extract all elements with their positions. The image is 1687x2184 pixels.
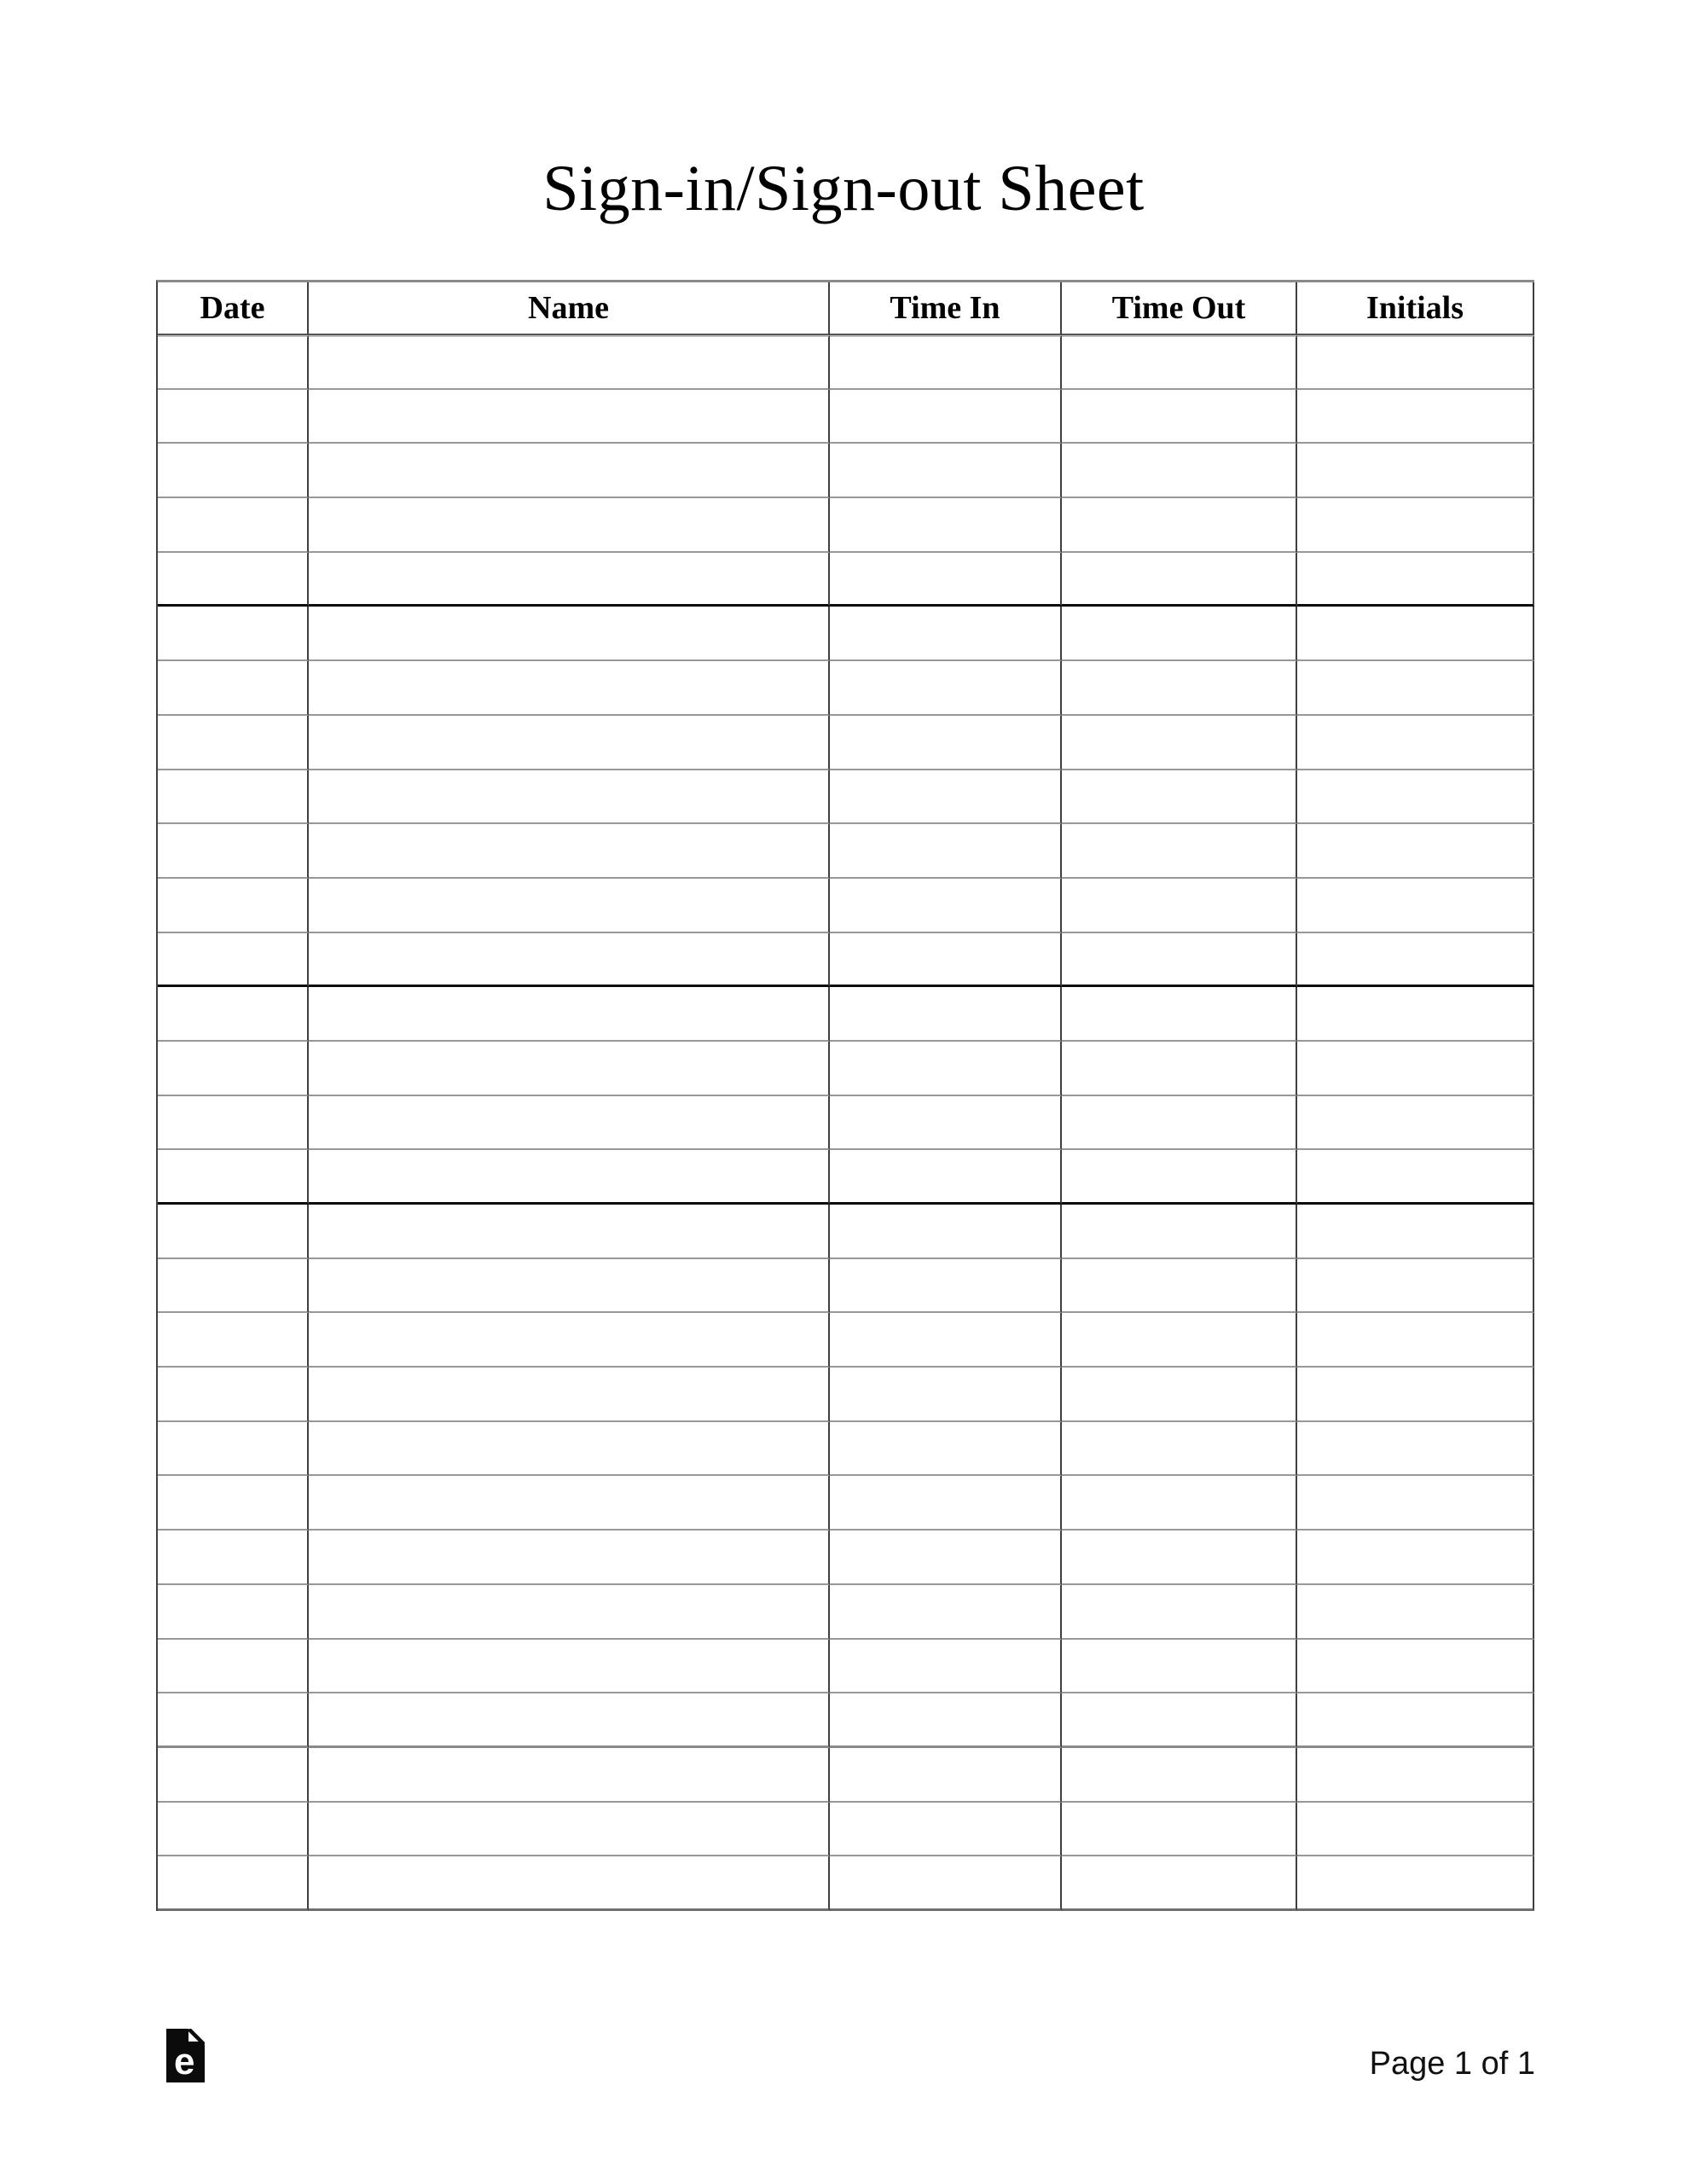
table-cell bbox=[1297, 444, 1534, 498]
table-cell bbox=[309, 1096, 830, 1151]
table-cell bbox=[1062, 824, 1297, 879]
table-row bbox=[158, 1259, 1534, 1314]
table-row bbox=[158, 1205, 1534, 1259]
table-row bbox=[158, 770, 1534, 825]
table-row bbox=[158, 1368, 1534, 1422]
table-cell bbox=[1297, 1693, 1534, 1748]
page-number: Page 1 of 1 bbox=[1369, 2046, 1535, 2082]
table-cell bbox=[830, 1259, 1062, 1314]
table-cell bbox=[309, 1422, 830, 1477]
table-cell bbox=[830, 1042, 1062, 1096]
table-cell bbox=[309, 1640, 830, 1694]
table-cell bbox=[309, 1368, 830, 1422]
column-header-time-out: Time Out bbox=[1062, 282, 1297, 335]
table-row bbox=[158, 553, 1534, 607]
table-cell bbox=[1297, 1748, 1534, 1803]
table-cell bbox=[309, 335, 830, 390]
table-cell bbox=[1297, 1803, 1534, 1857]
table-cell bbox=[158, 824, 309, 879]
table-cell bbox=[1297, 335, 1534, 390]
table-cell bbox=[309, 1856, 830, 1911]
table-cell bbox=[1062, 607, 1297, 661]
table-cell bbox=[1297, 1368, 1534, 1422]
table-row bbox=[158, 933, 1534, 988]
table-cell bbox=[1062, 553, 1297, 607]
table-row bbox=[158, 1693, 1534, 1748]
table-cell bbox=[158, 390, 309, 444]
table-cell bbox=[1062, 444, 1297, 498]
table-cell bbox=[309, 1259, 830, 1314]
table-cell bbox=[1297, 1313, 1534, 1368]
table-cell bbox=[830, 933, 1062, 988]
table-cell bbox=[1297, 987, 1534, 1042]
table-cell bbox=[830, 1205, 1062, 1259]
table-row bbox=[158, 716, 1534, 770]
table-cell bbox=[309, 770, 830, 825]
table-cell bbox=[1062, 1259, 1297, 1314]
table-cell bbox=[1297, 498, 1534, 553]
table-cell bbox=[309, 933, 830, 988]
table-cell bbox=[830, 770, 1062, 825]
table-cell bbox=[309, 498, 830, 553]
table-cell bbox=[158, 1640, 309, 1694]
table-row bbox=[158, 1422, 1534, 1477]
table-cell bbox=[1297, 1259, 1534, 1314]
table-row bbox=[158, 1856, 1534, 1911]
table-cell bbox=[1297, 1422, 1534, 1477]
table-cell bbox=[309, 607, 830, 661]
table-cell bbox=[158, 1368, 309, 1422]
table-cell bbox=[1297, 607, 1534, 661]
table-row bbox=[158, 1803, 1534, 1857]
table-cell bbox=[830, 1748, 1062, 1803]
table-cell bbox=[1062, 1585, 1297, 1640]
table-cell bbox=[158, 444, 309, 498]
table-cell bbox=[158, 933, 309, 988]
table-cell bbox=[830, 1693, 1062, 1748]
table-cell bbox=[158, 987, 309, 1042]
table-cell bbox=[309, 1803, 830, 1857]
table-cell bbox=[1062, 1693, 1297, 1748]
column-header-name: Name bbox=[309, 282, 830, 335]
table-row bbox=[158, 498, 1534, 553]
table-cell bbox=[309, 1531, 830, 1585]
table-cell bbox=[830, 335, 1062, 390]
table-cell bbox=[309, 1313, 830, 1368]
table-cell bbox=[1062, 716, 1297, 770]
table-cell bbox=[1062, 987, 1297, 1042]
table-cell bbox=[158, 1803, 309, 1857]
table-cell bbox=[158, 1585, 309, 1640]
table-row bbox=[158, 1150, 1534, 1205]
table-header-row bbox=[158, 282, 1534, 335]
table-cell bbox=[1062, 498, 1297, 553]
table-cell bbox=[1062, 879, 1297, 933]
table-cell bbox=[158, 1748, 309, 1803]
table-cell bbox=[158, 1259, 309, 1314]
sign-in-sheet-table bbox=[156, 280, 1534, 1911]
table-cell bbox=[1297, 1096, 1534, 1151]
table-cell bbox=[309, 1585, 830, 1640]
table-cell bbox=[158, 335, 309, 390]
table-cell bbox=[309, 661, 830, 716]
table-cell bbox=[830, 553, 1062, 607]
table-cell bbox=[1062, 1150, 1297, 1205]
table-cell bbox=[309, 444, 830, 498]
table-row bbox=[158, 1531, 1534, 1585]
table-cell bbox=[1297, 1042, 1534, 1096]
column-header-time-in: Time In bbox=[830, 282, 1062, 335]
table-cell bbox=[158, 1096, 309, 1151]
table-cell bbox=[830, 1150, 1062, 1205]
table-cell bbox=[309, 553, 830, 607]
table-cell bbox=[158, 1313, 309, 1368]
table-cell bbox=[1062, 933, 1297, 988]
table-cell bbox=[1297, 879, 1534, 933]
table-cell bbox=[309, 390, 830, 444]
table-cell bbox=[158, 716, 309, 770]
table-cell bbox=[158, 1693, 309, 1748]
table-cell bbox=[158, 1856, 309, 1911]
table-cell bbox=[309, 879, 830, 933]
table-cell bbox=[158, 1042, 309, 1096]
table-cell bbox=[309, 1476, 830, 1531]
table-cell bbox=[158, 1205, 309, 1259]
table-cell bbox=[1297, 1856, 1534, 1911]
table-cell bbox=[1062, 1748, 1297, 1803]
page-title: Sign-in/Sign-out Sheet bbox=[542, 153, 1145, 224]
table-row bbox=[158, 390, 1534, 444]
table-cell bbox=[1297, 661, 1534, 716]
table-cell bbox=[1297, 553, 1534, 607]
table-row bbox=[158, 1096, 1534, 1151]
table-cell bbox=[1062, 1803, 1297, 1857]
table-cell bbox=[830, 661, 1062, 716]
table-cell bbox=[158, 1531, 309, 1585]
table-row bbox=[158, 661, 1534, 716]
table-cell bbox=[830, 716, 1062, 770]
table-cell bbox=[309, 824, 830, 879]
table-cell bbox=[830, 1531, 1062, 1585]
table-cell bbox=[1062, 390, 1297, 444]
table-cell bbox=[830, 1096, 1062, 1151]
table-cell bbox=[1062, 1422, 1297, 1477]
table-cell bbox=[1297, 1640, 1534, 1694]
table-cell bbox=[830, 1422, 1062, 1477]
table-cell bbox=[1297, 390, 1534, 444]
table-cell bbox=[830, 879, 1062, 933]
table-cell bbox=[830, 390, 1062, 444]
table-cell bbox=[158, 498, 309, 553]
table-row bbox=[158, 607, 1534, 661]
table-cell bbox=[1297, 1476, 1534, 1531]
table-cell bbox=[158, 607, 309, 661]
table-row bbox=[158, 1313, 1534, 1368]
table-cell bbox=[1062, 1640, 1297, 1694]
table-cell bbox=[830, 1313, 1062, 1368]
table-cell bbox=[1062, 1856, 1297, 1911]
table-cell bbox=[830, 1640, 1062, 1694]
table-row bbox=[158, 1476, 1534, 1531]
table-cell bbox=[830, 987, 1062, 1042]
table-cell bbox=[1062, 1096, 1297, 1151]
eforms-logo bbox=[166, 2029, 205, 2082]
table-cell bbox=[1062, 1042, 1297, 1096]
table-cell bbox=[830, 1476, 1062, 1531]
table-cell bbox=[1062, 770, 1297, 825]
table-cell bbox=[830, 607, 1062, 661]
table-cell bbox=[1297, 1531, 1534, 1585]
table-cell bbox=[1297, 1205, 1534, 1259]
table-cell bbox=[1297, 716, 1534, 770]
table-cell bbox=[1062, 661, 1297, 716]
table-cell bbox=[1297, 824, 1534, 879]
table-row bbox=[158, 1585, 1534, 1640]
table-cell bbox=[1062, 1313, 1297, 1368]
table-cell bbox=[309, 1150, 830, 1205]
table-cell bbox=[1062, 1368, 1297, 1422]
table-cell bbox=[830, 1856, 1062, 1911]
table-row bbox=[158, 1042, 1534, 1096]
table-cell bbox=[1297, 1150, 1534, 1205]
table-cell bbox=[309, 716, 830, 770]
table-cell bbox=[309, 1205, 830, 1259]
table-cell bbox=[158, 1150, 309, 1205]
table-cell bbox=[309, 1042, 830, 1096]
table-cell bbox=[158, 770, 309, 825]
table-row bbox=[158, 879, 1534, 933]
table-cell bbox=[1062, 1205, 1297, 1259]
table-row bbox=[158, 444, 1534, 498]
table-cell bbox=[309, 1693, 830, 1748]
table-cell bbox=[830, 1803, 1062, 1857]
logo-letter: e bbox=[174, 2041, 195, 2082]
table-body bbox=[158, 335, 1534, 1911]
table-cell bbox=[830, 498, 1062, 553]
table-cell bbox=[1062, 1531, 1297, 1585]
table-cell bbox=[309, 987, 830, 1042]
table-cell bbox=[158, 1476, 309, 1531]
table-cell bbox=[1062, 335, 1297, 390]
table-cell bbox=[309, 1748, 830, 1803]
table-cell bbox=[830, 1585, 1062, 1640]
table-row bbox=[158, 1640, 1534, 1694]
table-cell bbox=[830, 824, 1062, 879]
table-row bbox=[158, 1748, 1534, 1803]
table-cell bbox=[158, 879, 309, 933]
table-cell bbox=[1297, 770, 1534, 825]
table-cell bbox=[158, 661, 309, 716]
table-cell bbox=[1062, 1476, 1297, 1531]
table-row bbox=[158, 824, 1534, 879]
table-cell bbox=[158, 553, 309, 607]
table-row bbox=[158, 987, 1534, 1042]
table-cell bbox=[158, 1422, 309, 1477]
table-cell bbox=[830, 444, 1062, 498]
table-row bbox=[158, 335, 1534, 390]
table-cell bbox=[830, 1368, 1062, 1422]
column-header-date: Date bbox=[158, 282, 309, 335]
table-cell bbox=[1297, 1585, 1534, 1640]
table-cell bbox=[1297, 933, 1534, 988]
column-header-initials: Initials bbox=[1297, 282, 1534, 335]
